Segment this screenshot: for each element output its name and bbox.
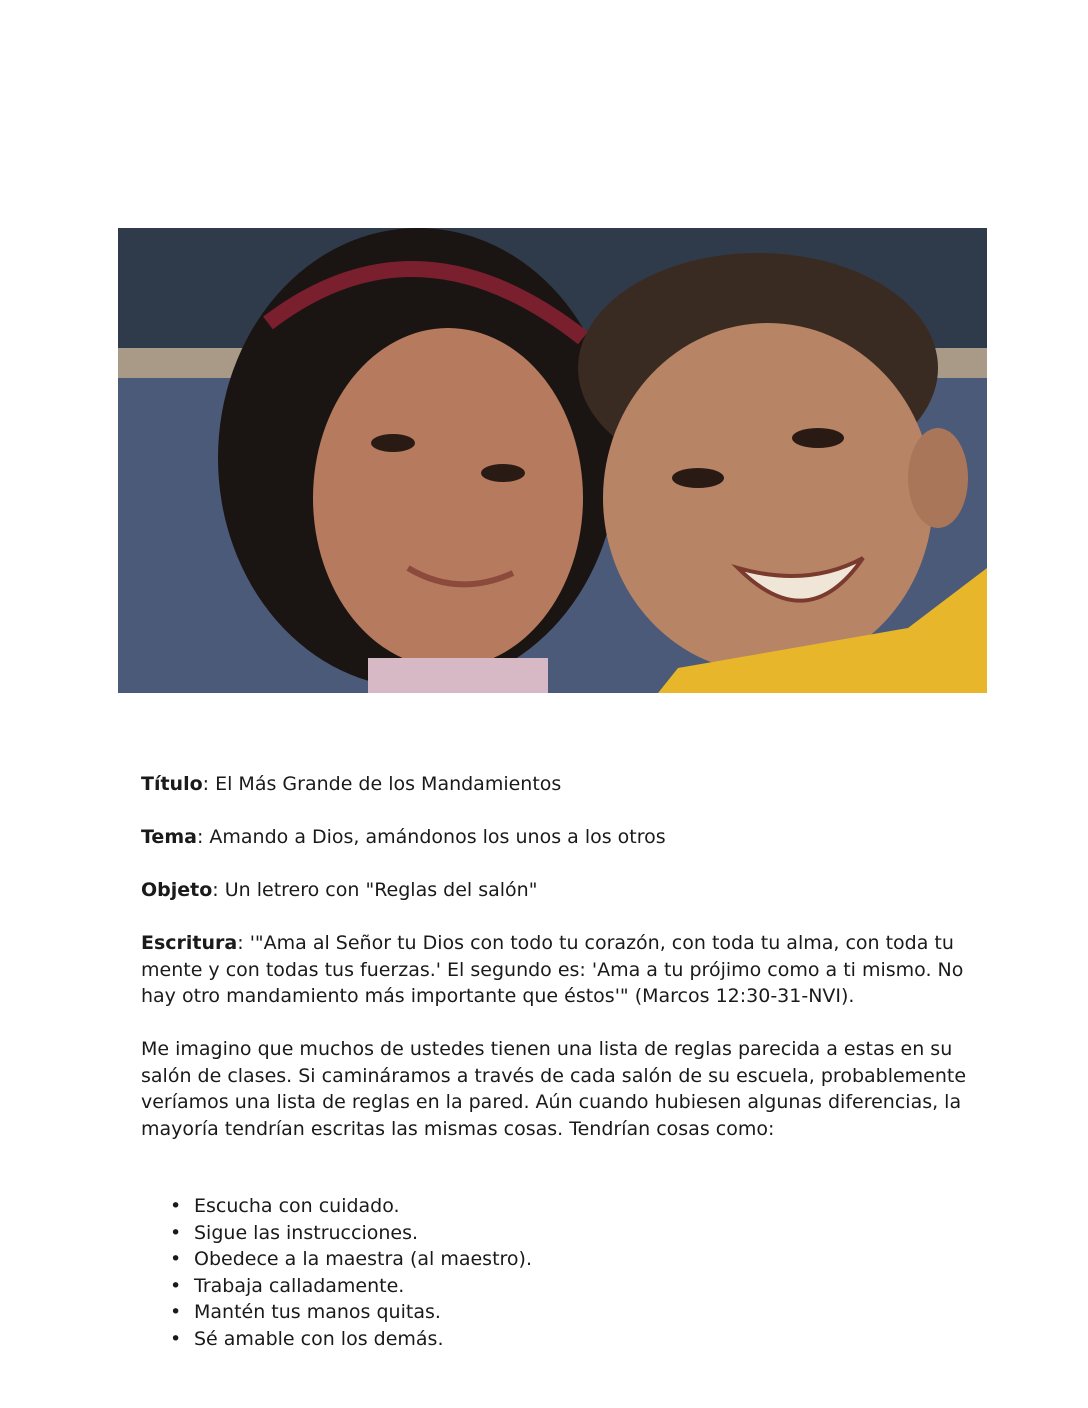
intro-paragraph: Me imagino que muchos de ustedes tienen una lista de reglas parecida a estas en su salón de clases. Si camináramos a través de cada salón de su escuela, probablemente veríamos una lista de reglas en la pared. Aún cuando hubiesen algunas diferencias, la mayoría tendrían escritas las mismas cosas. Tendrían cosas como: (141, 1038, 967, 1140)
bullet-icon: • (170, 1274, 182, 1297)
bullet-icon: • (170, 1221, 182, 1244)
list-item: • Escucha con cuidado. (170, 1193, 532, 1220)
rules-list (170, 1193, 532, 1353)
field-theme-label: Tema (141, 826, 197, 848)
list-item: • Obedece a la maestra (al maestro). (170, 1246, 532, 1273)
field-theme-value: Amando a Dios, amándonos los unos a los otros (209, 826, 666, 848)
field-scripture: Escritura: '"Ama al Señor tu Dios con todo tu corazón, con toda tu alma, con toda tu mente y con todas tus fuerzas.' El segundo es: 'Ama a tu prójimo como a ti mismo. No hay otro mandamiento más importante que éstos'" (Marcos 12:30-31-NVI). (141, 932, 964, 1007)
header-photo (118, 228, 987, 693)
field-scripture-value: '"Ama al Señor tu Dios con todo tu corazón, con toda tu alma, con toda tu mente y con todas tus fuerzas.' El segundo es: 'Ama a tu prójimo como a ti mismo. No hay otro mandamiento más importante que éstos'" (Marcos 12:30-31-NVI). (141, 932, 964, 1007)
bullet-icon: • (170, 1301, 182, 1324)
list-item: • Sé amable con los demás. (170, 1326, 532, 1353)
field-theme: Tema: Amando a Dios, amándonos los unos a los otros (141, 826, 666, 848)
field-title-value: El Más Grande de los Mandamientos (215, 773, 562, 795)
bullet-icon: • (170, 1248, 182, 1271)
list-item: • Trabaja calladamente. (170, 1273, 532, 1300)
children-photo (118, 228, 987, 693)
list-item: • Mantén tus manos quitas. (170, 1299, 532, 1326)
bullet-icon: • (170, 1327, 182, 1350)
field-object-label: Objeto (141, 879, 213, 901)
list-item: • Sigue las instrucciones. (170, 1220, 532, 1247)
field-scripture-label: Escritura (141, 932, 238, 954)
lesson-content (141, 771, 981, 1169)
field-object: Objeto: Un letrero con "Reglas del salón" (141, 879, 538, 901)
field-title-label: Título (141, 773, 203, 795)
bullet-icon: • (170, 1195, 182, 1217)
field-title: Título: El Más Grande de los Mandamientos (141, 773, 562, 795)
field-object-value: Un letrero con "Reglas del salón" (224, 879, 538, 901)
